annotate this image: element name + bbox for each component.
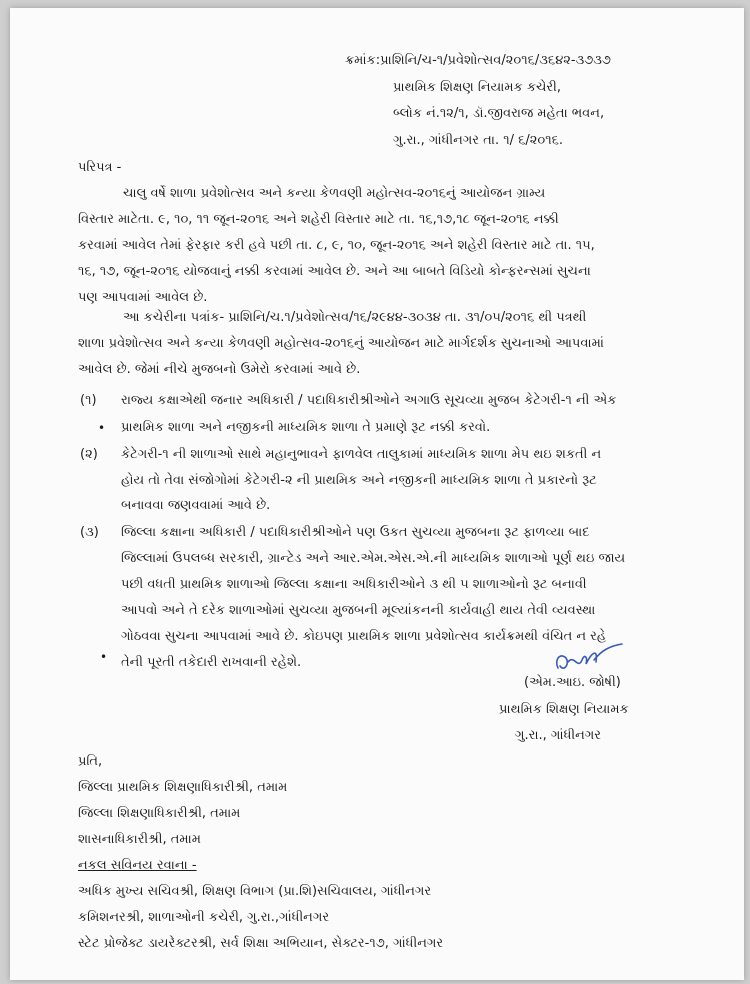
office-name: પ્રાથમિક શિક્ષણ નિયામક કચેરી, (393, 80, 561, 95)
office-address: બ્લોક નં.૧૨/૧, ડૉ.જીવરાજ મહેતા ભવન, (393, 106, 605, 121)
point-3-line: જિલ્લા કક્ષાના અધિકારી / પદાધિકારીશ્રીઓને પણ ઉકત સુચવ્યા મુજબના રૂટ ફાળવ્યા બાદ (121, 525, 590, 540)
point-number: (૨) (80, 447, 98, 462)
document-page (10, 8, 744, 980)
paragraph-1-line: વિસ્તાર માટેતા. ૯, ૧૦, ૧૧ જૂન-૨૦૧૬ અને શહેરી વિસ્તાર માટે તા. ૧૬,૧૭,૧૮ જૂન-૨૦૧૬ નક્કી (78, 212, 559, 227)
point-number: (૩) (80, 525, 99, 540)
bullet-mark: • (100, 650, 108, 664)
signatory-name: (એમ.આઇ. જોષી) (524, 675, 621, 690)
circular-label: પરિપત્ર - (78, 160, 122, 175)
point-1-line: રાજ્ય કક્ષાએથી જનાર અધિકારી / પદાધિકારીશ્રીઓને અગાઉ સૂચવ્યા મુજબ કેટેગરી-૧ ની એક (121, 393, 617, 408)
reference-number: ક્રમાંક:પ્રાશિનિ/ચ-૧/પ્રવેશોત્સવ/૨૦૧૬/૩૬૪૨-૩૭૩૭ (345, 53, 611, 68)
point-2-line: બનાવવા જણવવામાં આવે છે. (121, 498, 271, 513)
signatory-title: પ્રાથમિક શિક્ષણ નિયામક (499, 702, 629, 717)
copy-item: અધિક મુખ્ય સચિવશ્રી, શિક્ષણ વિભાગ (પ્રા.શિ)સચિવાલય, ગાંધીનગર (78, 884, 432, 899)
copy-heading: નકલ સવિનય રવાના - (78, 858, 197, 873)
point-2-line: હોય તો તેવા સંજોગોમાં કેટેગરી-૨ ની પ્રાથમિક અને નજીકની માધ્યમિક શાળા તે પ્રકારનો રૂટ (121, 473, 597, 488)
copy-item: કમિશનરશ્રી, શાળાઓની કચેરી, ગુ.રા.,ગાંધીનગર (78, 910, 330, 925)
paragraph-2-line: આ કચેરીના પત્રાંક- પ્રાશિનિ/ચ.૧/પ્રવેશોત્સવ/૧૬/૨૯૪૪-૩૦૩૪ તા. ૩૧/૦૫/૨૦૧૬ થી પત્રથી (123, 310, 587, 325)
point-2-line: કેટેગરી-૧ ની શાળાઓ સાથે મહાનુભાવને ફાળવેલ તાલુકામાં માધ્યમિક શાળા મેપ થઇ શકતી ન (121, 447, 602, 462)
to-label: પ્રતિ, (78, 754, 103, 769)
recipient-item: શાસનાધિકારીશ્રી, તમામ (78, 832, 201, 847)
paragraph-2-line: શાળા પ્રવેશોત્સવ અને કન્યા કેળવણી મહોત્સવ-૨૦૧૬નું આયોજન માટે માર્ગદર્શક સુચનાઓ આપવામાં (78, 336, 604, 351)
recipient-item: જિલ્લા શિક્ષણાધિકારીશ્રી, તમામ (78, 806, 241, 821)
point-3-line: જિલ્લામાં ઉપલબ્ધ સરકારી, ગ્રાન્ટેડ અને આર.એમ.એસ.એ.ની માધ્યમિક શાળાઓ પૂર્ણ થઇ જાય (121, 551, 626, 566)
copy-item: સ્ટેટ પ્રોજેક્ટ ડાયરેક્ટરશ્રી, સર્વ શિક્ષા અભિયાન, સેક્ટર-૧૭, ગાંધીનગર (78, 936, 444, 951)
bullet-mark: • (98, 421, 106, 435)
point-number: (૧) (80, 393, 97, 408)
point-3-line: પછી વધતી પ્રાથમિક શાળાઓ જિલ્લા કક્ષાના અધિકારીઓને ૩ થી ૫ શાળાઓનો રૂટ બનાવી (121, 577, 587, 592)
point-3-line: તેની પૂરતી તકેદારી રાખવાની રહેશે. (121, 655, 302, 670)
recipient-item: જિલ્લા પ્રાથમિક શિક્ષણાધિકારીશ્રી, તમામ (78, 780, 288, 795)
point-3-line: આપવો અને તે દરેક શાળાઓમાં સુચવ્યા મુજબની મૂલ્યાંકનની કાર્યવાહી થાય તેવી વ્યવસ્થા (121, 603, 596, 618)
paragraph-1-line: ચાલુ વર્ષે શાળા પ્રવેશોત્સવ અને કન્યા કેળવણી મહોત્સવ-૨૦૧૬નું આયોજન ગ્રામ્ય (123, 186, 546, 201)
point-1-line: પ્રાથમિક શાળા અને નજીકની માધ્યમિક શાળા તે પ્રમાણે રૂટ નક્કી કરવો. (121, 420, 491, 435)
paragraph-2-line: આવેલ છે. જેમાં નીચે મુજબનો ઉમેરો કરવામાં આવે છે. (78, 362, 361, 377)
point-3-line: ગોઠવવા સુચના આપવામાં આવે છે. કોઇપણ પ્રાથમિક શાળા પ્રવેશોત્સવ કાર્યક્રમથી વંચિત ન રહે (121, 629, 607, 644)
paragraph-1-line: ૧૬, ૧૭, જૂન-૨૦૧૬ યોજવાનું નક્કી કરવામાં આવેલ છે. અને આ બાબતે વિડિયો કોન્ફરન્સમાં સુચના (78, 264, 591, 279)
signatory-place: ગુ.રા., ગાંધીનગર (515, 728, 602, 743)
paragraph-1-line: પણ આપવામાં આવેલ છે. (78, 290, 208, 305)
paragraph-1-line: કરવામાં આવેલ તેમાં ફેરફાર કરી હવે પછી તા. ૮, ૯, ૧૦, જૂન-૨૦૧૬ અને શહેરી વિસ્તાર માટે તા. ૧૫, (78, 238, 595, 253)
place-date: ગુ.રા., ગાંધીનગર તા. ૧/ ૬/૨૦૧૬. (393, 133, 563, 148)
